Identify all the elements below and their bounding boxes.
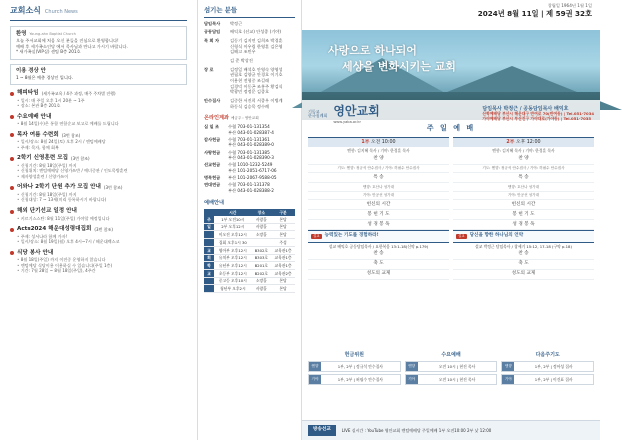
order-item: 기야: 만공선 성가대	[453, 192, 594, 201]
service-number: 1부	[361, 139, 370, 145]
schedule-row	[204, 269, 295, 277]
service-columns	[308, 137, 594, 280]
account-name: 감사헌금	[204, 136, 221, 142]
news-item-line: • 일시/장소: 8월 19일(월) 오후 4시~7시 / 해운대벡스코	[10, 239, 187, 245]
news-item-line: • 일시/장소: 8월 24일(토) 오후 2시 / 엔텀예배당	[10, 139, 187, 145]
order-item: 기야: 만공선 성가대	[308, 192, 449, 201]
bullet-icon	[10, 92, 14, 96]
schedule-row	[204, 239, 295, 247]
schedule-group: 교	[204, 269, 214, 277]
schedule-row	[204, 285, 295, 293]
news-item-line: • 일시: 매 주일 오후 1시 20분 ~ 1주	[10, 98, 187, 104]
news-title: 교회소식	[10, 6, 41, 15]
order-item: 기도: 엔향: 정규석 안수집사 / 기야: 허필수 안수집사	[308, 165, 449, 174]
sermon-tag: 설교	[458, 234, 465, 239]
schedule-row	[204, 262, 295, 270]
news-item-line: • 신청위치: 엔텀예배당 신영가쓰반 / 예녀중관 / 인도목방훈련	[10, 168, 187, 174]
account-number: 수협 703-01-131354	[228, 123, 270, 129]
service-time: 오전 10:00	[369, 139, 396, 145]
account-numbers	[228, 137, 295, 148]
offering-value: 오전 10시 | 현진 목사	[438, 376, 476, 382]
schedule-kind: 본당	[271, 216, 295, 223]
account-row	[204, 137, 295, 148]
offering-value: 1부, 2부 | 정아성 집사	[534, 364, 573, 370]
order-item: 엔향: 호산나 성가대	[308, 183, 449, 192]
offering-row	[308, 374, 401, 385]
news-item	[10, 226, 187, 245]
broadcast-label: 방송선교	[308, 425, 336, 435]
schedule-group	[204, 231, 214, 239]
established-date: 창립일 1964년 1월 1일	[547, 3, 592, 8]
hero-banner	[302, 30, 600, 124]
news-item	[10, 184, 187, 203]
schedule-kind: 본당	[271, 277, 295, 285]
staff-names	[230, 98, 295, 109]
schedule-group: 교	[204, 246, 214, 254]
sermon-text: 당신을 향한 하나님의 언약	[469, 233, 524, 239]
schedule-group: 주	[204, 216, 214, 223]
account-number: 부산 101-2067-9588-05	[228, 175, 277, 181]
schedule-row	[204, 223, 295, 231]
schedule-time: 유치부 오후12시	[214, 254, 252, 262]
issue-info	[478, 3, 592, 18]
order-item: 봉 헌 기 도	[308, 210, 449, 220]
schedule-row	[204, 216, 295, 223]
schedule-time: 유년부 오후12시	[214, 262, 252, 270]
news-item	[10, 155, 187, 179]
bullet-icon	[10, 228, 14, 232]
staff-name-line: 박정근	[230, 20, 243, 26]
staff-panel	[198, 0, 302, 440]
staff-names	[230, 38, 295, 55]
news-item-line: • 8월 14일(수)은 통합 연합순교 보고로 예배를 드립니다	[10, 121, 187, 127]
news-item	[10, 114, 187, 127]
welcome-title: 환영 Young-ahn Baptist Church	[16, 30, 76, 37]
welcome-line: 오늘 주서교회에 처음 오신 분들을 진심으로 환영합니다!	[16, 38, 119, 44]
news-item-line: • 제자양성훈련 / 신양가쓰이	[10, 174, 187, 180]
staff-role: 목 회 자	[204, 37, 220, 43]
order-item: 축 도	[453, 260, 594, 270]
schedule-time: 청년부 오후2시	[214, 285, 252, 293]
news-item-heading: 어와나 2학기 단원 추가 모집 안내	[17, 184, 101, 191]
schedule-time: 1부 오전10시	[214, 216, 252, 223]
schedule-group: 일	[204, 223, 214, 231]
offering-heading: 다음주기도	[535, 352, 560, 358]
staff-name-line: 김동기 김지연 김희조 박경훈	[230, 37, 283, 43]
news-item-title	[10, 155, 187, 163]
summer-box	[10, 64, 187, 85]
order-item: 성도의 교제	[453, 270, 594, 280]
news-item-line: • 키르기스스탄: 8월 11일(주일) 가야할 예정입니다	[10, 216, 187, 222]
news-item-line: • 주제: 목자, 함께 회복	[10, 145, 187, 151]
schedule-time: 집회 오후1시 30	[214, 239, 252, 247]
news-item-line: • 신청대상: 7 ~ 13세(미리 등록하시기 바랍니다)	[10, 197, 187, 203]
schedule-time: 중고등 오후10시	[214, 277, 252, 285]
account-number: 수협 1010-1232-5249	[228, 162, 273, 168]
schedule-kind: 본당	[271, 223, 295, 231]
account-numbers	[228, 150, 295, 161]
schedule-kind: 주성	[271, 239, 295, 247]
staff-role	[204, 58, 230, 64]
staff-names	[230, 29, 295, 35]
schedule-place: 사랑홀	[252, 223, 271, 231]
service-header	[308, 137, 449, 147]
schedule-place: 소망홀	[252, 277, 271, 285]
order-item: 엔향: 호산나 성가대	[453, 183, 594, 192]
order-item: 성 경 봉 독	[308, 220, 449, 230]
account-row	[204, 162, 295, 173]
schedule-group: 학	[204, 262, 214, 270]
schedule-time: 초등부 오후12시	[214, 269, 252, 277]
offering-heading: 헌금위원	[344, 352, 364, 358]
offering-site: 기야	[406, 375, 418, 384]
sermon-text: 능력있는 기도를 경험하라!	[324, 233, 379, 239]
staff-name-line: 김해고 조민우	[230, 49, 256, 55]
service-leaders: 엔향: 김지혜 목사 / 기야: 한경훈 목사	[492, 148, 555, 154]
address-line: 가야예배당 부산시 부산진구 가야대로(가야동) | Tel.051-7035	[482, 116, 592, 122]
schedule-table	[204, 209, 295, 293]
news-item-heading: Acts2024 해운대성령대집회	[17, 226, 92, 233]
offering-column	[308, 352, 401, 385]
account-name: 선교헌금	[204, 162, 221, 168]
order-item: 특 송	[453, 173, 594, 183]
bullet-icon	[10, 186, 14, 190]
offering-value: 오전 10시 | 현진 목사	[438, 364, 476, 370]
schedule-row	[204, 231, 295, 239]
staff-names	[230, 58, 295, 64]
news-item-line: • 8월 18일(주일) 까지 이전중 운영하지 않습니다	[10, 257, 187, 263]
order-item: 특 송	[308, 173, 449, 183]
staff-list	[204, 21, 295, 110]
staff-row	[204, 67, 295, 95]
account-number: 수협 703-01-131378	[228, 182, 270, 188]
staff-row	[204, 29, 295, 35]
church-news-panel	[0, 0, 198, 440]
pastor-info: 담임목사 박정근 / 공동담임목사 배익호 산학예배당 부산시 해운대구 반여로 70(반여동) | Tel.051-7034 가야예배당 부산시 부산진구 가야대로(가야동) | Tel.051-7035	[482, 105, 594, 122]
schedule-place: B201호	[252, 262, 271, 270]
sermon-scripture: 설교 배익호 공동담임목사 / 요한복음 13:1-18(신약 p.179)	[328, 243, 429, 249]
worship-panel	[302, 0, 600, 440]
bullet-icon	[10, 133, 14, 137]
offering-site: 기야	[309, 375, 321, 384]
welcome-line: 예배 후 세가족소인당 에서 목사님과 만나고 가시기 바랍니다.	[16, 43, 128, 49]
offering-row	[308, 361, 401, 372]
denomination-mark: 기독교 한국침례회	[308, 108, 328, 118]
offering-value: 1부, 2부 | 정규석 안수집사	[337, 364, 383, 370]
news-item-note: (3번 참조)	[71, 156, 90, 162]
staff-name-line: 김 준 박상진	[230, 58, 253, 63]
sermon-title	[453, 230, 594, 242]
order-item: 기도: 엔향: 정규석 안수집사 / 기야: 허필수 안수집사	[453, 165, 594, 174]
summer-box-text: 1 ~ 8월은 예총 경상인 입니다.	[16, 75, 74, 81]
schedule-header: 시간	[214, 209, 252, 216]
staff-row	[204, 58, 295, 64]
schedule-row	[204, 246, 295, 254]
bullet-icon	[10, 210, 14, 214]
account-row	[204, 124, 295, 135]
account-number: 부산 043-01-028387-4	[228, 129, 274, 135]
schedule-group	[204, 285, 214, 293]
account-number: 부산 043-01-028390-3	[228, 155, 274, 161]
account-name: 십 일 조	[204, 123, 220, 129]
offering-value: 1부, 2부 | 허필수 안수집사	[337, 376, 383, 382]
bullet-icon	[10, 251, 14, 255]
news-item	[10, 208, 187, 221]
news-item-line: • 신청기간: 8월 18일(주일) 까지	[10, 192, 187, 198]
news-item	[10, 132, 187, 151]
staff-name-line: 김정일 배석호 안영숙 양영성	[230, 66, 283, 72]
live-stream-text[interactable]: LIVE 실시간 : YouTube 영안교회 엔텀예배당 주일예배 1부 오전10:00 2부 낮 12:00	[341, 427, 492, 433]
news-item-title	[10, 90, 187, 98]
order-item: 헌신의 시간	[308, 200, 449, 210]
news-item-heading: 2학기 신영훈련 모집	[17, 155, 69, 162]
news-item-line: • 주제: 성서나라 함께 가자!	[10, 234, 187, 240]
news-item-note: (새가족교육 / 4주 과정, 매주 주차별 진행)	[41, 91, 116, 97]
staff-name-line: 박광민 정정문 김종호	[230, 89, 270, 95]
address-line: 산학예배당 부산시 해운대구 반여로 70(반여동) | Tel.051-7034	[482, 111, 594, 117]
schedule-group	[204, 239, 214, 247]
account-numbers	[228, 175, 295, 181]
staff-name-line: 김경덕 이동곤 조홍주 황검식	[230, 83, 283, 89]
staff-row	[204, 98, 295, 109]
offering-site: 엔향	[406, 362, 418, 371]
schedule-kind: 본당	[271, 231, 295, 239]
account-name: 명목헌금	[204, 175, 221, 181]
sermon-scripture: 설교 박정근 담임목사 / 창세기 15:12, 17-18 (구약 p.18)	[475, 243, 572, 249]
account-number: 수협 703-01-131361	[228, 136, 270, 142]
news-item-line: • 엔텀예당 식당이용 이용하실 수 있습니다(주일 1층)	[10, 263, 187, 269]
offering-value: 1부, 2부 | 이건표 집사	[534, 376, 573, 382]
schedule-place: B303호	[252, 254, 271, 262]
account-numbers	[228, 162, 295, 173]
staff-name-line: 신형식 이우림 한영훈 김은영	[230, 43, 283, 49]
schedule-place: 사랑홀	[252, 285, 271, 293]
broadcast-bar	[302, 420, 600, 440]
welcome-box	[10, 26, 187, 60]
news-item-line: • 신청기간: 8월 18일(주일) 까지	[10, 163, 187, 169]
schedule-kind: 교육관1층	[271, 262, 295, 270]
slogan-line: 사랑으로 하나되어	[328, 44, 417, 57]
staff-name-line: 하동식 김승목 정수례	[230, 103, 270, 109]
schedule-row	[204, 254, 295, 262]
schedule-header	[204, 209, 214, 216]
account-name: 사랑헌금	[204, 149, 221, 155]
schedule-kind: 본당	[271, 285, 295, 293]
schedule-place: 사랑홀	[252, 216, 271, 223]
schedule-place: B302호	[252, 246, 271, 254]
schedule-time: 이오진 오후12시	[214, 231, 252, 239]
order-item: 찬 양	[453, 155, 594, 165]
schedule-time: 2부 오후12시	[214, 223, 252, 231]
bullet-icon	[10, 157, 14, 161]
account-numbers	[228, 124, 295, 135]
order-item: 찬 송	[453, 250, 594, 260]
offering-heading: 수요예배	[441, 352, 461, 358]
service-title: 주 일 예 배	[426, 124, 476, 132]
schedule-time: 영아부 오후12시	[214, 246, 252, 254]
news-item-title	[10, 208, 187, 216]
order-item: 찬 송	[308, 250, 449, 260]
offering-site: 엔향	[502, 362, 514, 371]
schedule-kind: 교육관1층	[271, 254, 295, 262]
staff-role: 공동담임	[204, 29, 221, 35]
news-item-heading: 수요예배 안내	[17, 113, 52, 120]
account-row	[204, 175, 295, 181]
account-list	[204, 124, 295, 194]
news-item-note: (3번 참조)	[94, 227, 113, 233]
news-item-heading: 식당 봉사 안내	[17, 249, 54, 256]
order-item: 헌신의 시간	[453, 200, 594, 210]
schedule-group: 회	[204, 254, 214, 262]
service-leaders: 엔향: 김지혜 목사 / 기야: 한경훈 목사	[347, 148, 410, 154]
sermon-title	[308, 230, 449, 242]
bullet-icon	[10, 115, 14, 119]
offering-row	[501, 374, 594, 385]
account-row	[204, 182, 295, 193]
order-item: 봉 헌 기 도	[453, 210, 594, 220]
order-item: 축 도	[308, 260, 449, 270]
staff-role: 안수집사	[204, 98, 221, 104]
staff-name-line: 배익호 (선교) 안성종 (기야)	[230, 29, 281, 35]
account-number: 부산 043-01-028389-0	[228, 142, 274, 148]
offering-site: 기야	[502, 375, 514, 384]
staff-row	[204, 21, 295, 27]
offering-row	[501, 361, 594, 372]
news-header	[10, 6, 187, 21]
slogan-line: 세상을 변화시키는 교회	[342, 60, 456, 73]
news-item-heading: 해외 단기선교 일정 안내	[17, 207, 77, 214]
order-item: 성 경 봉 독	[453, 220, 594, 230]
service-time: 오후 12:00	[514, 139, 541, 145]
offering-section	[308, 352, 594, 385]
welcome-line: * 새가족실(VIP실) 센팀 B층 201호	[16, 49, 81, 55]
news-title-en: Church News	[44, 9, 78, 15]
account-title: 온라인계좌 예금주 : 영안교회	[204, 115, 259, 122]
news-item-heading: 목자 여름 수련회	[17, 131, 59, 138]
issue-date: 2024년 8월 11일 | 제 59권 32호	[477, 8, 592, 18]
staff-name-line: 김중한 서진희 서종우 이병계	[230, 98, 283, 104]
news-item	[10, 250, 187, 274]
account-number: 부산 043-01-028388-2	[228, 188, 274, 194]
staff-row	[204, 38, 295, 55]
news-item-line: • 장소: 본관 B층 201호	[10, 103, 187, 109]
news-list	[10, 90, 187, 274]
staff-names	[230, 67, 295, 95]
schedule-kind: 교육관1층	[271, 246, 295, 254]
staff-names	[230, 21, 295, 27]
news-item-title	[10, 226, 187, 234]
schedule-title: 예배안내	[204, 199, 225, 206]
staff-role: 장 로	[204, 66, 214, 72]
schedule-place: 소망홀	[252, 231, 271, 239]
schedule-place	[252, 239, 271, 247]
news-item-heading: 해피타임	[17, 90, 39, 97]
offering-row	[405, 361, 498, 372]
schedule-header: 장소	[252, 209, 271, 216]
schedule-header: 구분	[271, 209, 295, 216]
schedule-row	[204, 277, 295, 285]
staff-title: 섬기는 분들	[204, 6, 295, 18]
sermon-tag: 설교	[313, 234, 320, 239]
news-item-note: (3번 참조)	[61, 132, 81, 138]
news-item-line: • 기간: 7월 28일 ~ 8월 18일(주일), 4주간	[10, 268, 187, 274]
news-item	[10, 90, 187, 109]
account-row	[204, 150, 295, 161]
staff-name-line: 권필호 김양균 안경호 이기호	[230, 72, 283, 78]
offering-site: 엔향	[309, 362, 321, 371]
schedule-kind: 교육관2층	[271, 269, 295, 277]
schedule-place: B202호	[252, 269, 271, 277]
church-logo: 영안교회	[333, 104, 380, 119]
offering-column	[405, 352, 498, 385]
account-name: 연대연금	[204, 182, 221, 188]
news-item-title	[10, 184, 187, 192]
account-number: 부산 101-2051-6717-06	[228, 168, 277, 174]
service-number: 2부	[506, 139, 515, 145]
order-item: 성도의 교제	[308, 270, 449, 280]
service-column	[453, 137, 594, 280]
account-number: 수협 703-01-131385	[228, 149, 270, 155]
account-numbers	[228, 182, 295, 193]
offering-column	[501, 352, 594, 385]
summer-box-title: 이용 경상 안	[16, 68, 46, 75]
service-column	[308, 137, 449, 280]
offering-row	[405, 374, 498, 385]
service-header	[453, 137, 594, 147]
order-item: 찬 양	[308, 155, 449, 165]
schedule-group	[204, 277, 214, 285]
church-url[interactable]: www.yaba.or.kr	[333, 119, 361, 124]
staff-name-line: 이용현 전형중 조길래	[230, 78, 270, 84]
news-item-note: (3번 참조)	[103, 185, 123, 191]
staff-role: 담임목사	[204, 20, 221, 26]
